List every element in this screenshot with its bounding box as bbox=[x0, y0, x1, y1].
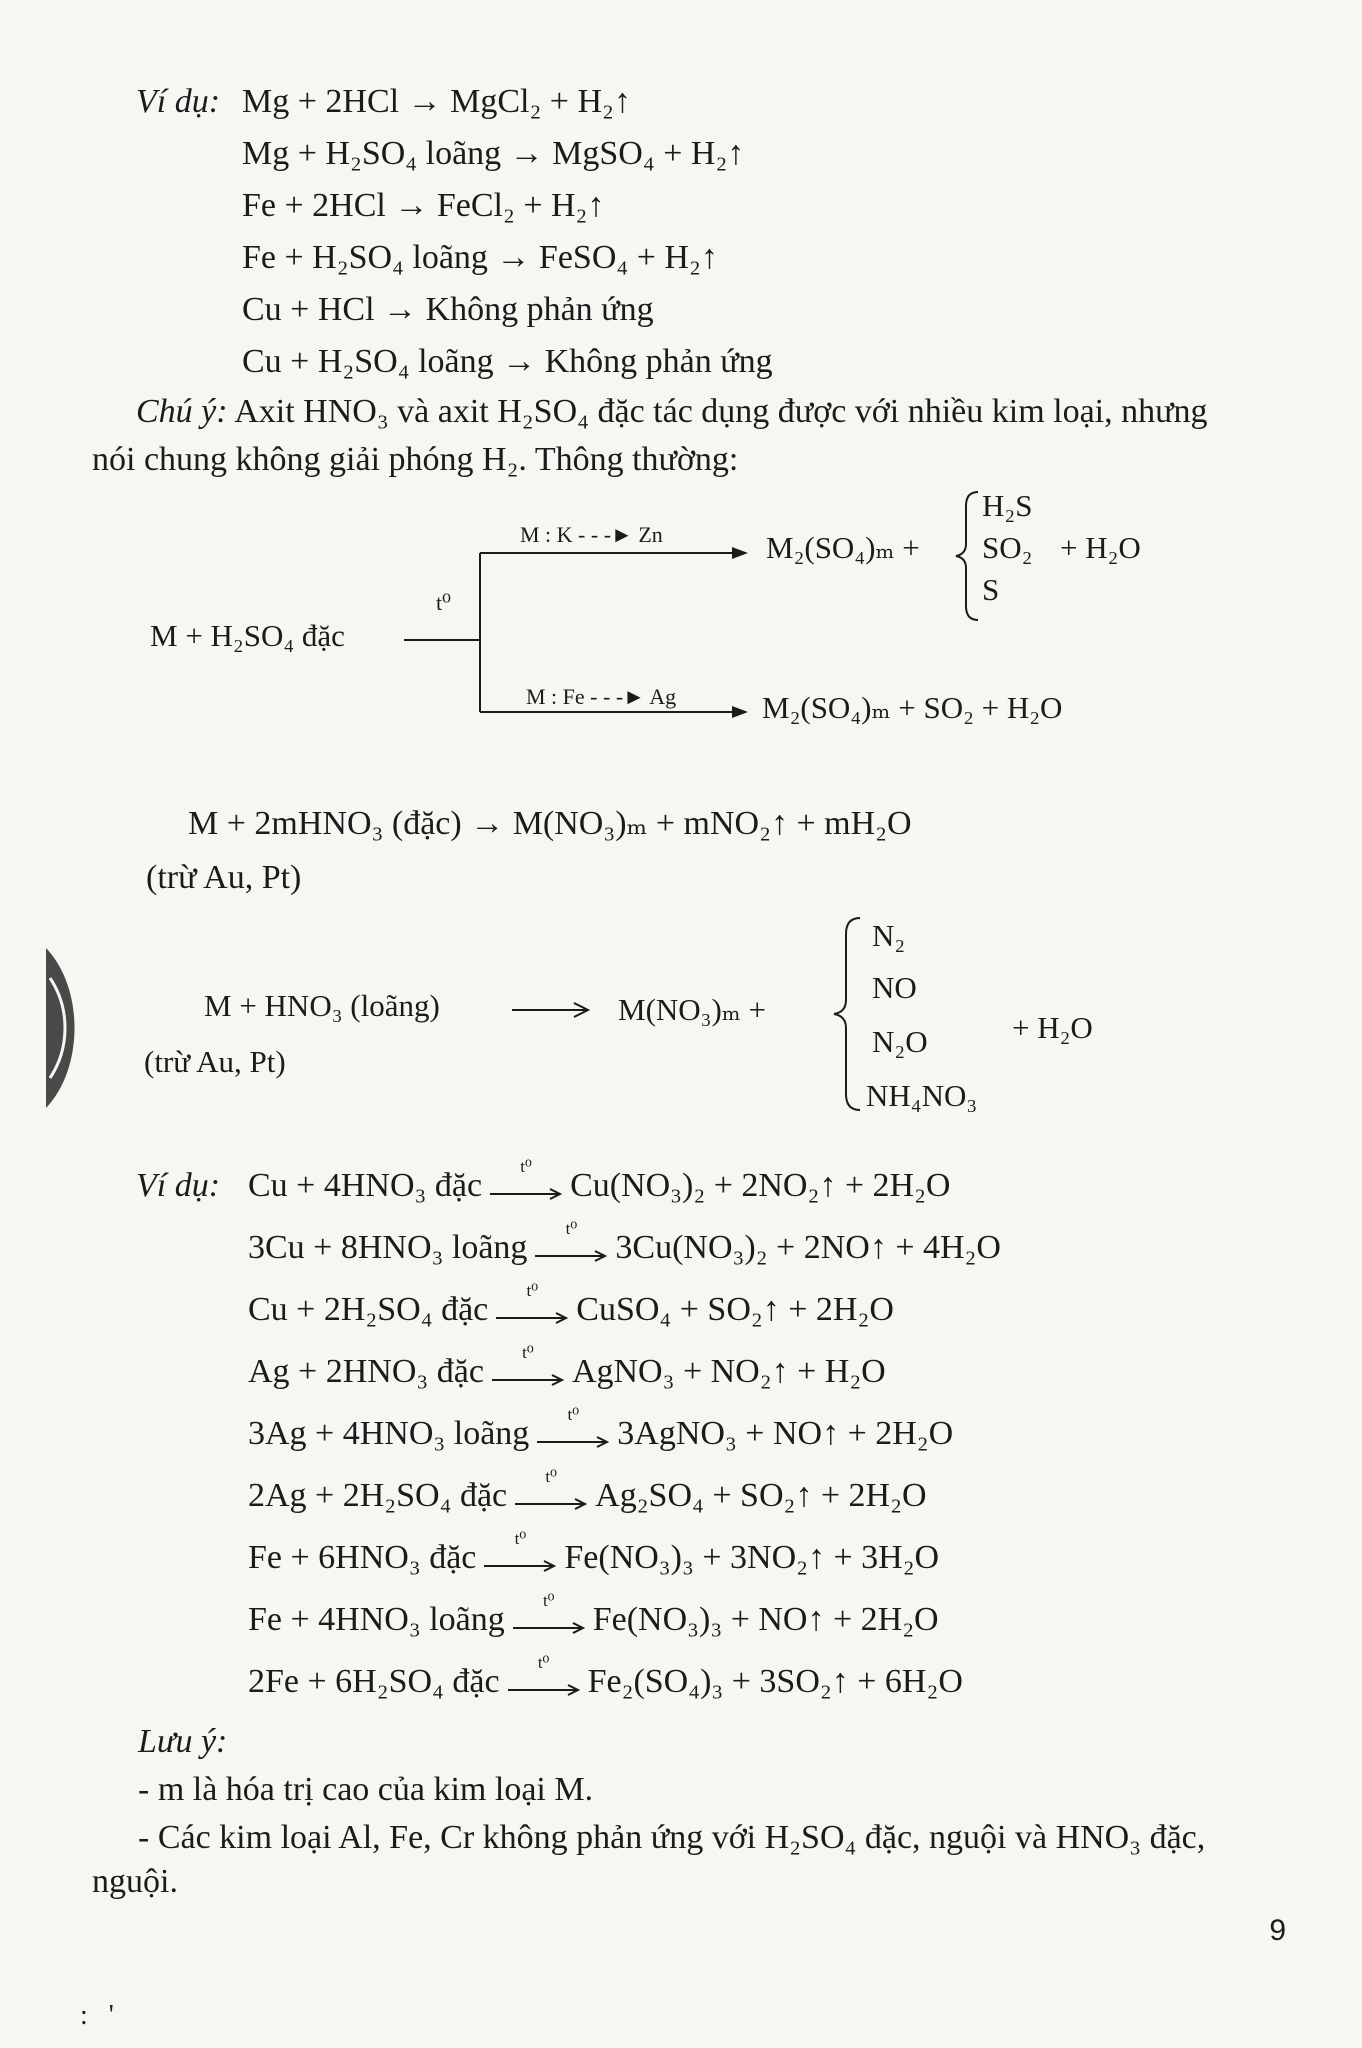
scheme-option: N₂O bbox=[872, 1024, 928, 1059]
arrow-condition: t⁰ bbox=[567, 1405, 580, 1424]
scheme-note: (trừ Au, Pt) bbox=[144, 1044, 286, 1079]
branch2-product: M₂(SO₄)ₘ + SO₂ + H₂O bbox=[762, 690, 1063, 725]
eq-left: Cu + 4HNO₃ đặc bbox=[248, 1167, 483, 1204]
scheme-tail: + H₂O bbox=[1012, 1010, 1093, 1045]
equation-row bbox=[248, 1405, 954, 1454]
arrow-condition: t⁰ bbox=[520, 1157, 532, 1176]
eq-left: Cu + 2H₂SO₄ đặc bbox=[248, 1291, 489, 1328]
equation-row bbox=[248, 1467, 927, 1516]
page-number: 9 bbox=[1269, 1914, 1286, 1947]
library-stamp-icon bbox=[44, 948, 84, 1108]
eq-right: 3Cu(NO₃)₂ + 2NO↑ + 4H₂O bbox=[615, 1229, 1001, 1266]
remark-item-2-cont: nguội. bbox=[92, 1863, 178, 1900]
equation-row bbox=[248, 1343, 886, 1392]
scheme-option: NO bbox=[872, 970, 917, 1005]
eq-right: Fe₂(SO₄)₃ + 3SO₂↑ + 6H₂O bbox=[587, 1663, 963, 1700]
branch1-product: M₂(SO₄)ₘ + bbox=[766, 530, 920, 565]
eq-right: Fe(NO₃)₃ + NO↑ + 2H₂O bbox=[592, 1601, 939, 1638]
eq-left: 2Ag + 2H₂SO₄ đặc bbox=[248, 1477, 508, 1514]
arrow-condition: t⁰ bbox=[514, 1529, 527, 1548]
heat-arrow bbox=[492, 1343, 564, 1386]
example-label-1: Ví dụ: bbox=[136, 83, 221, 120]
arrow-condition: t⁰ bbox=[545, 1467, 557, 1486]
remark-label: Lưu ý: bbox=[138, 1723, 228, 1760]
heat-arrow bbox=[513, 1591, 585, 1634]
eq-right: AgNO₃ + NO₂↑ + H₂O bbox=[571, 1353, 886, 1390]
eq-left: 3Cu + 8HNO₃ loãng bbox=[248, 1229, 528, 1266]
eq-left: 3Ag + 4HNO₃ loãng bbox=[248, 1415, 530, 1452]
equation-row bbox=[248, 1157, 951, 1206]
remark-item-2: - Các kim loại Al, Fe, Cr không phản ứng với H₂SO₄ đặc, nguội và HNO₃ đặc, bbox=[138, 1819, 1206, 1856]
scheme-option: NH₄NO₃ bbox=[866, 1078, 978, 1113]
scheme-product: M(NO₃)ₘ + bbox=[618, 992, 767, 1027]
heat-arrow bbox=[496, 1281, 568, 1324]
branch1-option: H₂S bbox=[982, 488, 1033, 523]
scheme-option: N₂ bbox=[872, 918, 906, 953]
scheme-reactant: M + H₂SO₄ đặc bbox=[150, 618, 345, 653]
branch1-option: S bbox=[982, 572, 1000, 607]
note-text-line1: Axit HNO₃ và axit H₂SO₄ đặc tác dụng được với nhiều kim loại, nhưng bbox=[234, 393, 1208, 430]
branch2-label: M : Fe - - -► Ag bbox=[526, 684, 677, 709]
arrow-condition: t⁰ bbox=[537, 1653, 550, 1672]
equation-row bbox=[248, 1529, 940, 1578]
hno3-concentrated-equation: M + 2mHNO₃ (đặc) → M(NO₃)ₘ + mNO₂↑ + mH₂O bbox=[188, 805, 912, 842]
heat-arrow bbox=[508, 1653, 580, 1696]
scheme-condition: t⁰ bbox=[436, 590, 451, 615]
equation: Mg + H₂SO₄ loãng → MgSO₄ + H₂↑ bbox=[242, 135, 745, 172]
equation-row bbox=[248, 1219, 1001, 1268]
equation: Cu + HCl → Không phản ứng bbox=[242, 291, 654, 328]
example-label-2: Ví dụ: bbox=[136, 1167, 221, 1204]
arrow-condition: t⁰ bbox=[565, 1219, 578, 1238]
arrow-condition: t⁰ bbox=[542, 1591, 555, 1610]
equation-row bbox=[248, 1653, 963, 1702]
note-label: Chú ý: bbox=[136, 393, 228, 430]
equation: Fe + H₂SO₄ loãng → FeSO₄ + H₂↑ bbox=[242, 239, 718, 276]
scheme-reactant: M + HNO₃ (loãng) bbox=[204, 988, 440, 1023]
equation: Fe + 2HCl → FeCl₂ + H₂↑ bbox=[242, 187, 605, 224]
heat-arrow bbox=[535, 1219, 607, 1262]
eq-right: Fe(NO₃)₃ + 3NO₂↑ + 3H₂O bbox=[564, 1539, 940, 1576]
heat-arrow bbox=[515, 1467, 587, 1510]
eq-right: 3AgNO₃ + NO↑ + 2H₂O bbox=[617, 1415, 954, 1452]
heat-arrow bbox=[484, 1529, 556, 1572]
equation-row bbox=[248, 1591, 939, 1640]
hno3-concentrated-note: (trừ Au, Pt) bbox=[146, 859, 302, 896]
eq-right: Cu(NO₃)₂ + 2NO₂↑ + 2H₂O bbox=[570, 1167, 951, 1204]
equation: Mg + 2HCl → MgCl₂ + H₂↑ bbox=[242, 83, 631, 120]
equation-row bbox=[248, 1281, 894, 1330]
eq-right: Ag₂SO₄ + SO₂↑ + 2H₂O bbox=[595, 1477, 927, 1514]
eq-left: Fe + 4HNO₃ loãng bbox=[248, 1601, 505, 1638]
heat-arrow bbox=[490, 1157, 562, 1200]
equation: Cu + H₂SO₄ loãng → Không phản ứng bbox=[242, 343, 773, 380]
eq-left: Ag + 2HNO₃ đặc bbox=[248, 1353, 484, 1390]
branch1-label: M : K - - -► Zn bbox=[520, 522, 663, 547]
scan-speck: : ' bbox=[80, 2000, 114, 2031]
arrow-condition: t⁰ bbox=[522, 1343, 534, 1362]
eq-left: Fe + 6HNO₃ đặc bbox=[248, 1539, 477, 1576]
eq-right: CuSO₄ + SO₂↑ + 2H₂O bbox=[576, 1291, 894, 1328]
branch1-tail: + H₂O bbox=[1060, 530, 1141, 565]
remark-item-1: - m là hóa trị cao của kim loại M. bbox=[138, 1771, 594, 1808]
branch1-option: SO₂ bbox=[982, 530, 1033, 565]
note-text-line2: nói chung không giải phóng H₂. Thông thường: bbox=[92, 441, 739, 478]
eq-left: 2Fe + 6H₂SO₄ đặc bbox=[248, 1663, 500, 1700]
arrow-condition: t⁰ bbox=[526, 1281, 539, 1300]
heat-arrow bbox=[537, 1405, 609, 1448]
